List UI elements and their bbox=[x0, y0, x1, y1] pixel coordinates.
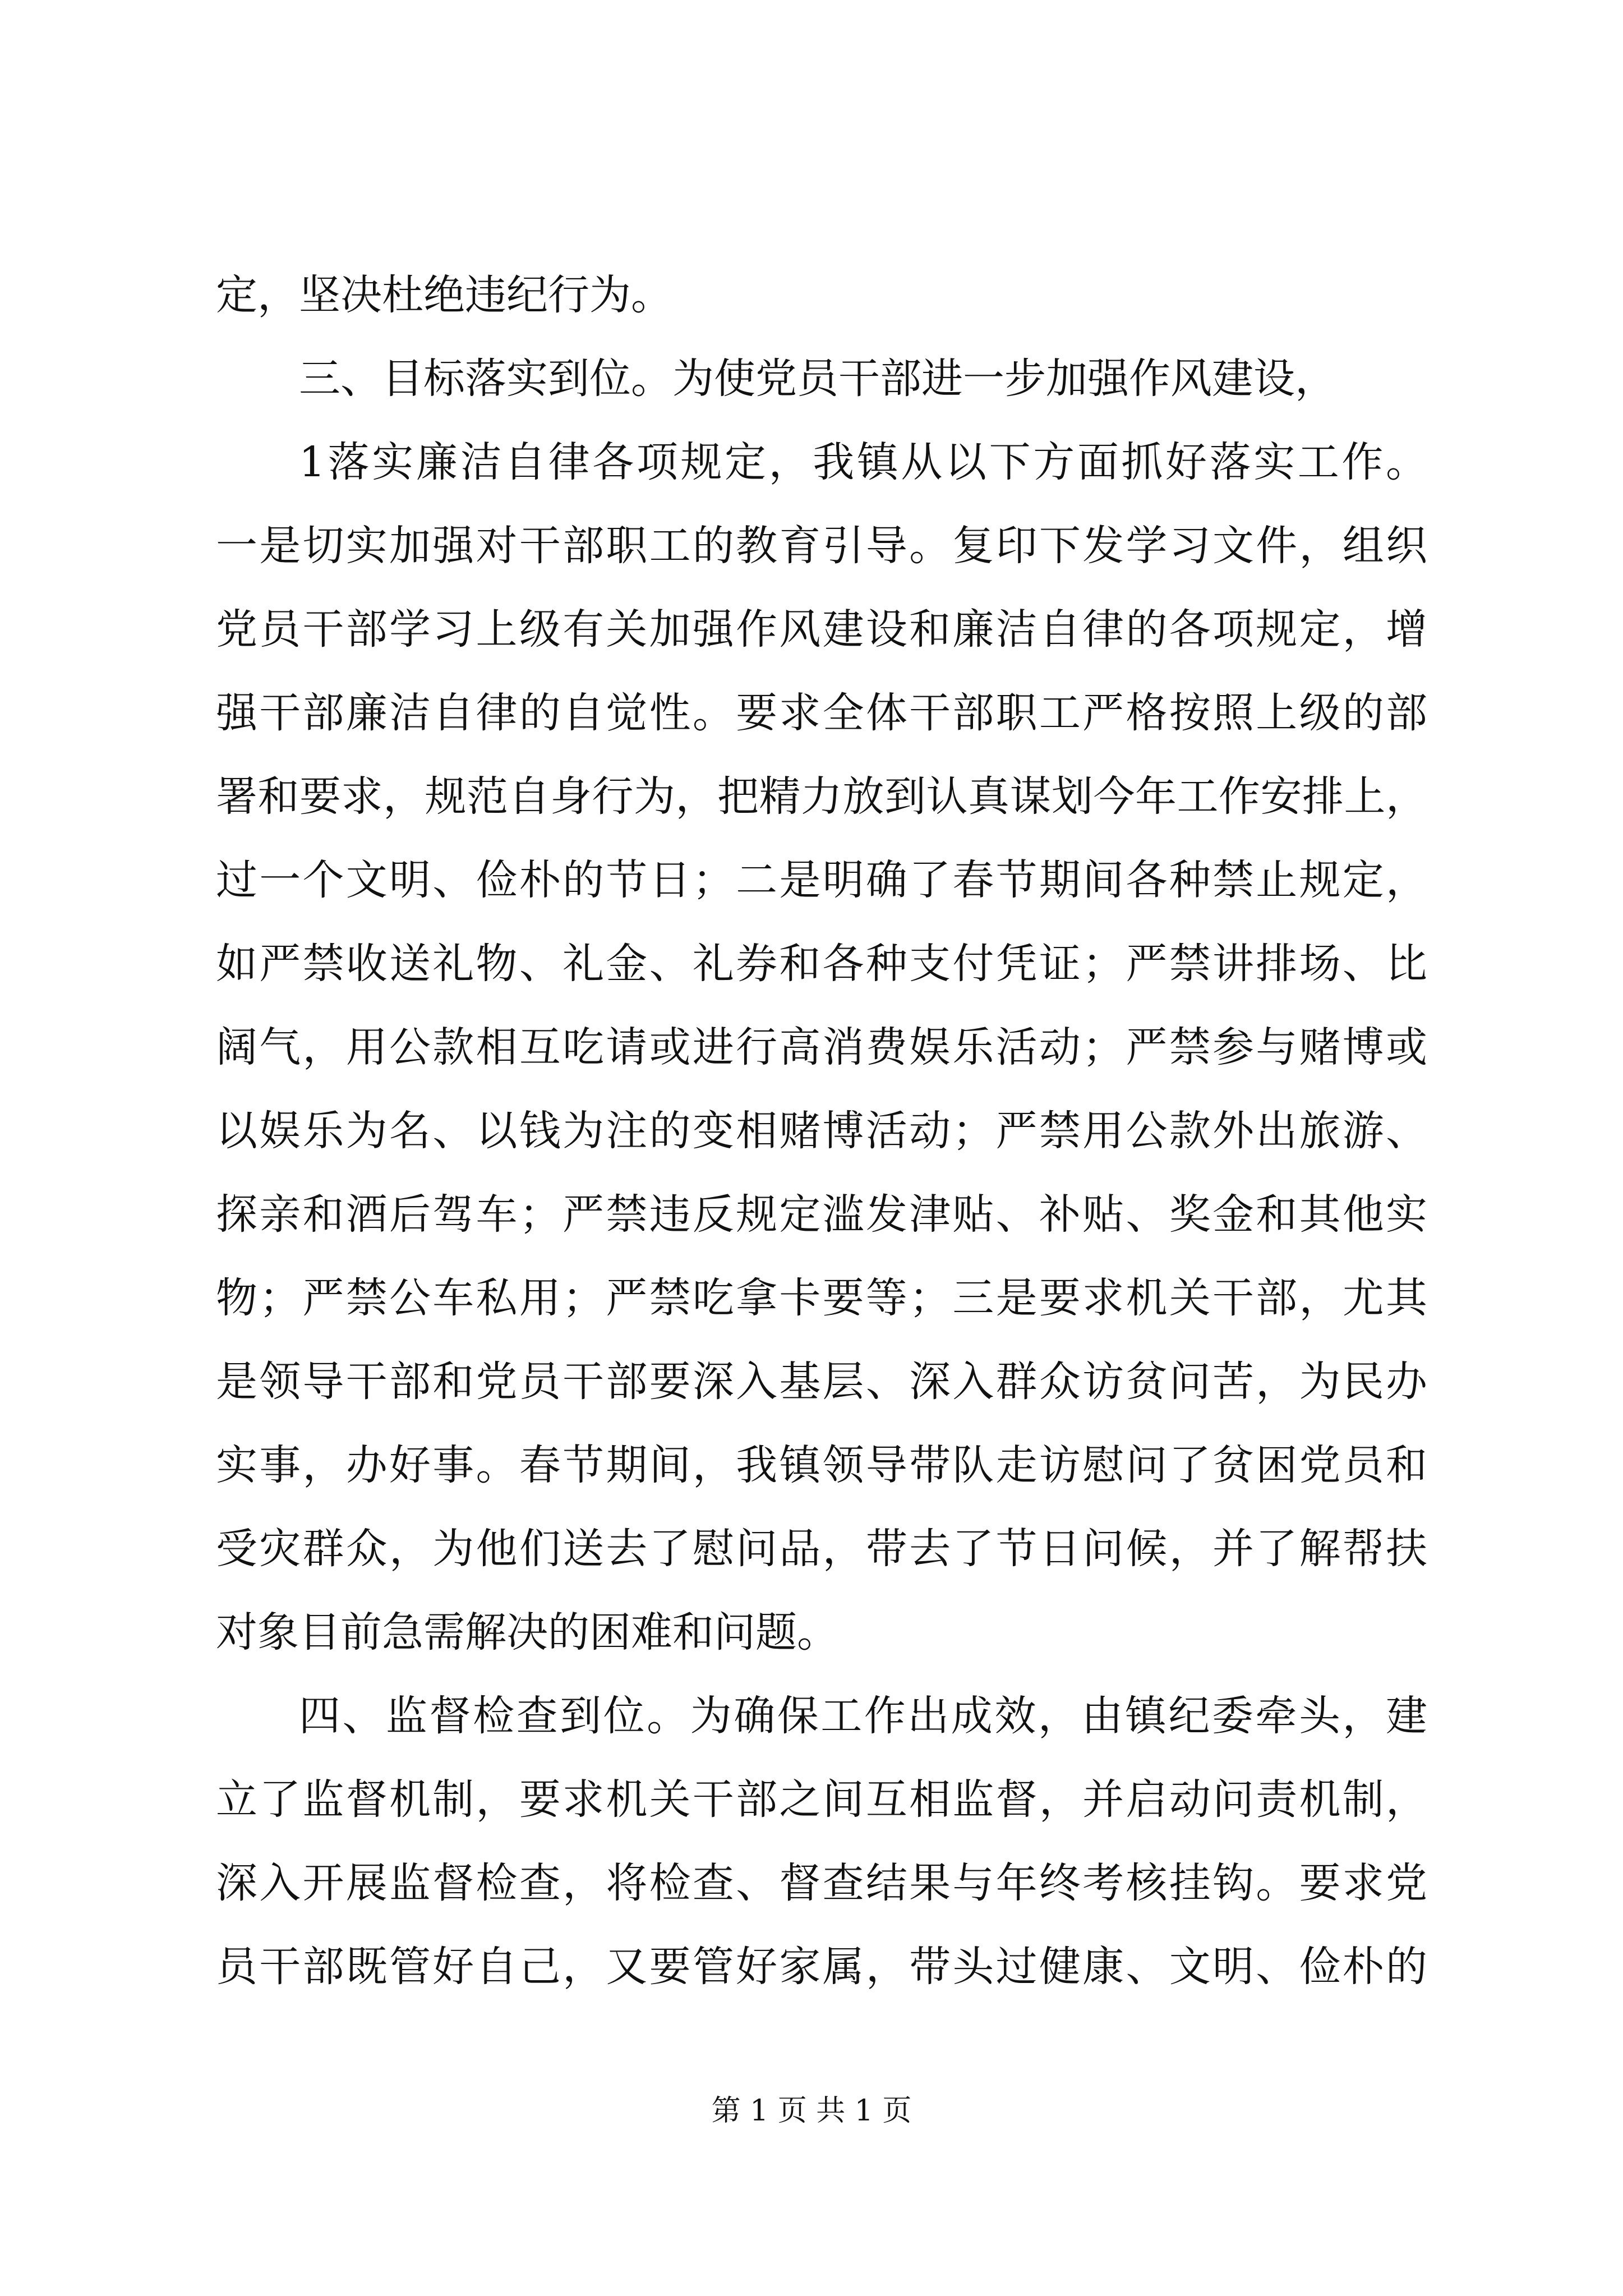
text-line: 党员干部学习上级有关加强作风建设和廉洁自律的各项规定，增 bbox=[216, 605, 1427, 654]
text-line: 是领导干部和党员干部要深入基层、深入群众访贫问苦，为民办 bbox=[216, 1358, 1427, 1406]
text-line: 探亲和酒后驾车；严禁违反规定滥发津贴、补贴、奖金和其他实 bbox=[216, 1190, 1427, 1239]
text-line: 深入开展监督检查，将检查、督查结果与年终考核挂钩。要求党 bbox=[216, 1859, 1427, 1907]
text-line: 实事，办好事。春节期间，我镇领导带队走访慰问了贫困党员和 bbox=[216, 1441, 1427, 1489]
page-footer bbox=[0, 2087, 1623, 2129]
text-line: 1落实廉洁自律各项规定，我镇从以下方面抓好落实工作。 bbox=[299, 438, 1427, 486]
text-line: 受灾群众，为他们送去了慰问品，带去了节日问候，并了解帮扶 bbox=[216, 1525, 1427, 1573]
text-line: 如严禁收送礼物、礼金、礼券和各种支付凭证；严禁讲排场、比 bbox=[216, 940, 1427, 988]
text-line: 强干部廉洁自律的自觉性。要求全体干部职工严格按照上级的部 bbox=[216, 689, 1427, 737]
text-line: 立了监督机制，要求机关干部之间互相监督，并启动问责机制， bbox=[216, 1775, 1427, 1824]
page-number-label: 第 1 页 共 1 页 bbox=[711, 2094, 912, 2128]
text-line: 定，坚决杜绝违纪行为。 bbox=[216, 271, 672, 319]
text-line: 阔气，用公款相互吃请或进行高消费娱乐活动；严禁参与赌博或 bbox=[216, 1023, 1427, 1071]
text-line: 署和要求，规范自身行为，把精力放到认真谋划今年工作安排上， bbox=[216, 772, 1427, 821]
text-line: 员干部既管好自己，又要管好家属，带头过健康、文明、俭朴的 bbox=[216, 1943, 1427, 1991]
text-line: 一是切实加强对干部职工的教育引导。复印下发学习文件，组织 bbox=[216, 522, 1427, 570]
document-body bbox=[216, 254, 1427, 2009]
text-line: 物；严禁公车私用；严禁吃拿卡要等；三是要求机关干部，尤其 bbox=[216, 1274, 1427, 1322]
text-line: 以娱乐为名、以钱为注的变相赌博活动；严禁用公款外出旅游、 bbox=[216, 1107, 1427, 1155]
text-line: 对象目前急需解决的困难和问题。 bbox=[216, 1608, 838, 1657]
paragraph-heading-4: 四、监督检查到位。为确保工作出成效，由镇纪委牵头，建 bbox=[299, 1692, 1427, 1740]
paragraph-heading-3: 三、目标落实到位。为使党员干部进一步加强作风建设， bbox=[299, 355, 1336, 403]
text-line: 过一个文明、俭朴的节日；二是明确了春节期间各种禁止规定， bbox=[216, 856, 1427, 904]
